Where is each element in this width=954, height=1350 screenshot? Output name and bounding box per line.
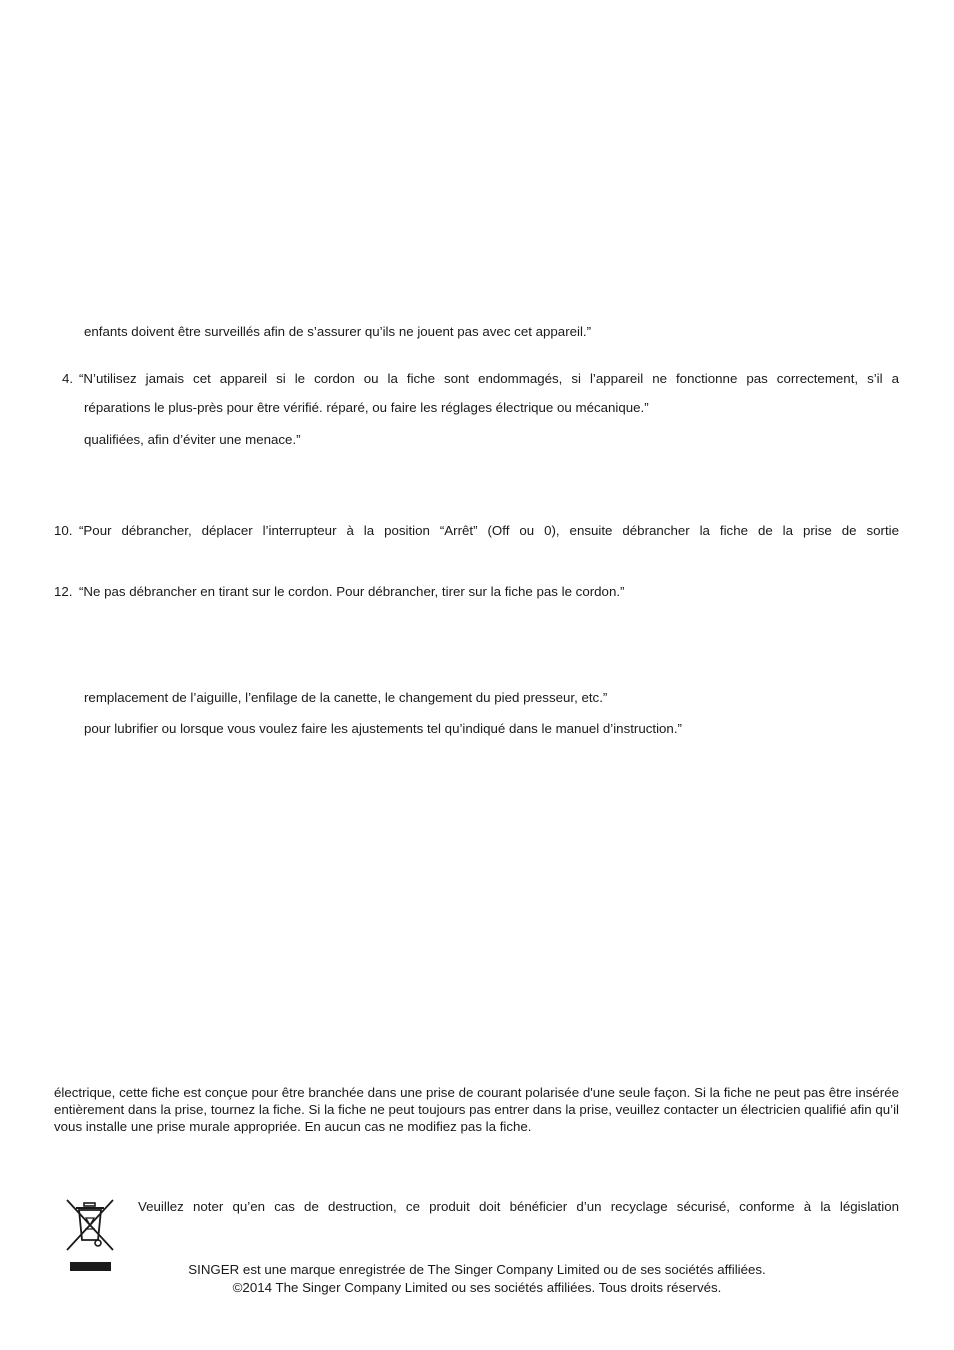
trademark-notice: SINGER est une marque enregistrée de The Singer Company Limited ou de ses sociétés affiliées. <box>188 1262 766 1277</box>
item-3-continuation: enfants doivent être surveillés afin de s’assurer qu’ils ne jouent pas avec cet appareil.” <box>84 324 592 339</box>
item-continuation-b: pour lubrifier ou lorsque vous voulez faire les ajustements tel qu’indiqué dans le manuel d’instruction.” <box>84 721 682 736</box>
item-continuation-a: remplacement de l’aiguille, l’enfilage de la canette, le changement du pied presseur, etc.” <box>84 690 608 705</box>
item-4-line-1: “N’utilisez jamais cet appareil si le cordon ou la fiche sont endommagés, si l’appareil ne fonctionne pas correctement, s’il a <box>79 371 899 386</box>
item-4-line-3: qualifiées, afin d’éviter une menace.” <box>84 432 301 447</box>
polarized-plug-paragraph: électrique, cette fiche est conçue pour être branchée dans une prise de courant polarisée d'une seule façon. Si la fiche ne peut pas être insérée entièrement dans la prise, tournez la fiche. Si la fiche ne peut toujours pas entrer dans la prise, veuillez contacter un électricien qualifié afin qu’il vous installe une prise murale appropriée. En aucun cas ne modifiez pas la fiche. <box>54 1085 899 1134</box>
item-10-number: 10. <box>54 523 73 538</box>
item-10-line-1: “Pour débrancher, déplacer l’interrupteur à la position “Arrêt” (Off ou 0), ensuite débrancher la fiche de la prise de sortie <box>79 523 899 538</box>
item-4-line-2: réparations le plus-près pour être vérifié. réparé, ou faire les réglages électrique ou mécanique.” <box>84 400 649 415</box>
item-4-number: 4. <box>62 371 74 386</box>
item-12-line-1: “Ne pas débrancher en tirant sur le cordon. Pour débrancher, tirer sur la fiche pas le cordon.” <box>79 584 625 599</box>
item-12-number: 12. <box>54 584 73 599</box>
recycling-text: Veuillez noter qu’en cas de destruction, ce produit doit bénéficier d’un recyclage sécurisé, conforme à la législation <box>138 1199 899 1214</box>
copyright-notice: ©2014 The Singer Company Limited ou ses sociétés affiliées. Tous droits réservés. <box>232 1280 722 1295</box>
